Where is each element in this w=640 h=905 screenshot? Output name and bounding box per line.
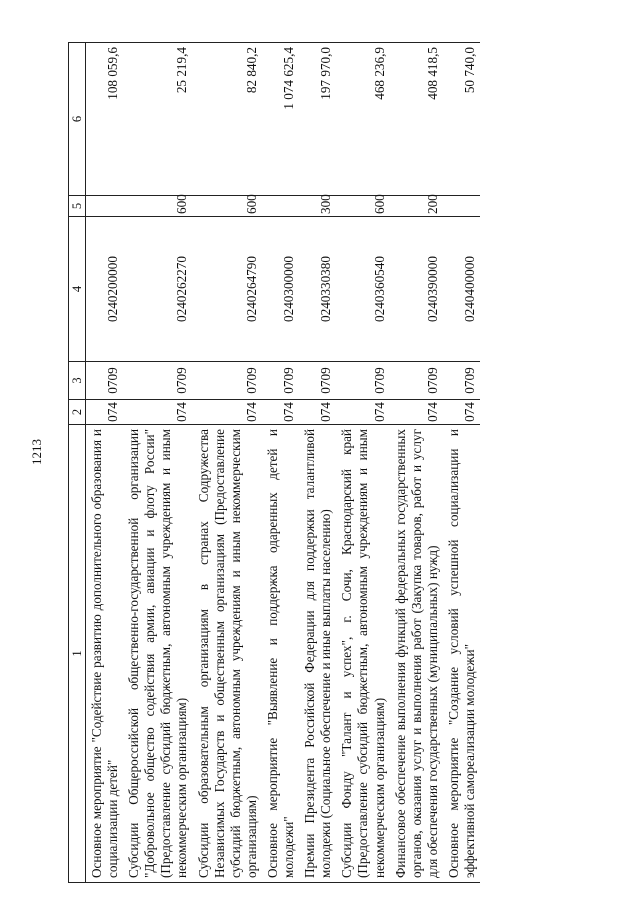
row-section: 0709 — [86, 362, 124, 400]
row-amount: 108 059,6 — [86, 43, 124, 196]
table-row — [336, 43, 389, 883]
column-header-name: 1 — [69, 425, 86, 883]
row-amount: 468 236,9 — [336, 43, 389, 196]
table-row — [193, 43, 262, 883]
table-header-row — [69, 43, 86, 883]
row-ministry: 074 — [336, 400, 389, 425]
row-ministry: 074 — [390, 400, 443, 425]
table-row — [299, 43, 336, 883]
row-target: 0240300000 — [262, 217, 299, 362]
table-row — [390, 43, 443, 883]
row-section: 0709 — [336, 362, 389, 400]
column-header-ministry: 2 — [69, 400, 86, 425]
row-target: 0240262270 — [123, 217, 192, 362]
page-number: 1213 — [29, 439, 44, 465]
row-kind: 600 — [336, 196, 389, 217]
row-ministry: 074 — [86, 400, 124, 425]
column-header-amount: 6 — [69, 43, 86, 196]
row-target: 0240400000 — [443, 217, 480, 362]
row-amount: 408 418,5 — [390, 43, 443, 196]
table-row — [86, 43, 124, 883]
row-kind — [262, 196, 299, 217]
row-section: 0709 — [390, 362, 443, 400]
row-target: 0240360540 — [336, 217, 389, 362]
row-amount: 25 219,4 — [123, 43, 192, 196]
budget-table — [68, 42, 480, 883]
row-target: 0240330380 — [299, 217, 336, 362]
row-ministry: 074 — [193, 400, 262, 425]
row-kind: 600 — [193, 196, 262, 217]
budget-table-rotated — [68, 43, 568, 883]
row-section: 0709 — [443, 362, 480, 400]
row-name: Премии Президента Российской Федерации для поддержки талантливой молодежи (Социальное обеспечение и иные выплаты населению) — [299, 425, 336, 883]
table-row — [443, 43, 480, 883]
row-kind — [86, 196, 124, 217]
row-amount: 1 074 625,4 — [262, 43, 299, 196]
row-section: 0709 — [123, 362, 192, 400]
column-header-kind: 5 — [69, 196, 86, 217]
row-name: Субсидии образовательным организациям в странах Содружества Независимых Государств и общественным организациям (Предоставление субсидий бюджетным, автономным учреждениям и иным некоммерческим организациям) — [193, 425, 262, 883]
row-amount: 50 740,0 — [443, 43, 480, 196]
row-name: Основное мероприятие "Содействие развитию дополнительного образования и социализации детей" — [86, 425, 124, 883]
row-amount: 197 970,0 — [299, 43, 336, 196]
row-ministry: 074 — [262, 400, 299, 425]
row-ministry: 074 — [443, 400, 480, 425]
row-section: 0709 — [262, 362, 299, 400]
row-name: Основное мероприятие "Выявление и поддержка одаренных детей и молодежи" — [262, 425, 299, 883]
row-kind — [443, 196, 480, 217]
row-section: 0709 — [193, 362, 262, 400]
row-target: 0240390000 — [390, 217, 443, 362]
row-kind: 200 — [390, 196, 443, 217]
row-name: Финансовое обеспечение выполнения функций федеральных государственных органов, оказания услуг и выполнения работ (Закупка товаров, работ и услуг для обеспечения государственных (муниципальных) нужд) — [390, 425, 443, 883]
row-ministry: 074 — [299, 400, 336, 425]
row-target: 0240264790 — [193, 217, 262, 362]
row-kind: 300 — [299, 196, 336, 217]
table-row — [262, 43, 299, 883]
row-section: 0709 — [299, 362, 336, 400]
row-kind: 600 — [123, 196, 192, 217]
column-header-target: 4 — [69, 217, 86, 362]
row-amount: 82 840,2 — [193, 43, 262, 196]
row-name: Основное мероприятие "Создание условий успешной социализации и эффективной самореализации молодежи" — [443, 425, 480, 883]
row-target: 0240200000 — [86, 217, 124, 362]
column-header-section: 3 — [69, 362, 86, 400]
row-ministry: 074 — [123, 400, 192, 425]
row-name: Субсидии Общероссийской общественно-государственной организации "Добровольное общество содействия армии, авиации и флоту России" (Предоставление субсидий бюджетным, автономным учреждениям и иным некоммерческим организациям) — [123, 425, 192, 883]
table-row — [123, 43, 192, 883]
row-name: Субсидии Фонду "Талант и успех", г. Сочи, Краснодарский край (Предоставление субсидий бюджетным, автономным учреждениям и иным некоммерческим организациям) — [336, 425, 389, 883]
